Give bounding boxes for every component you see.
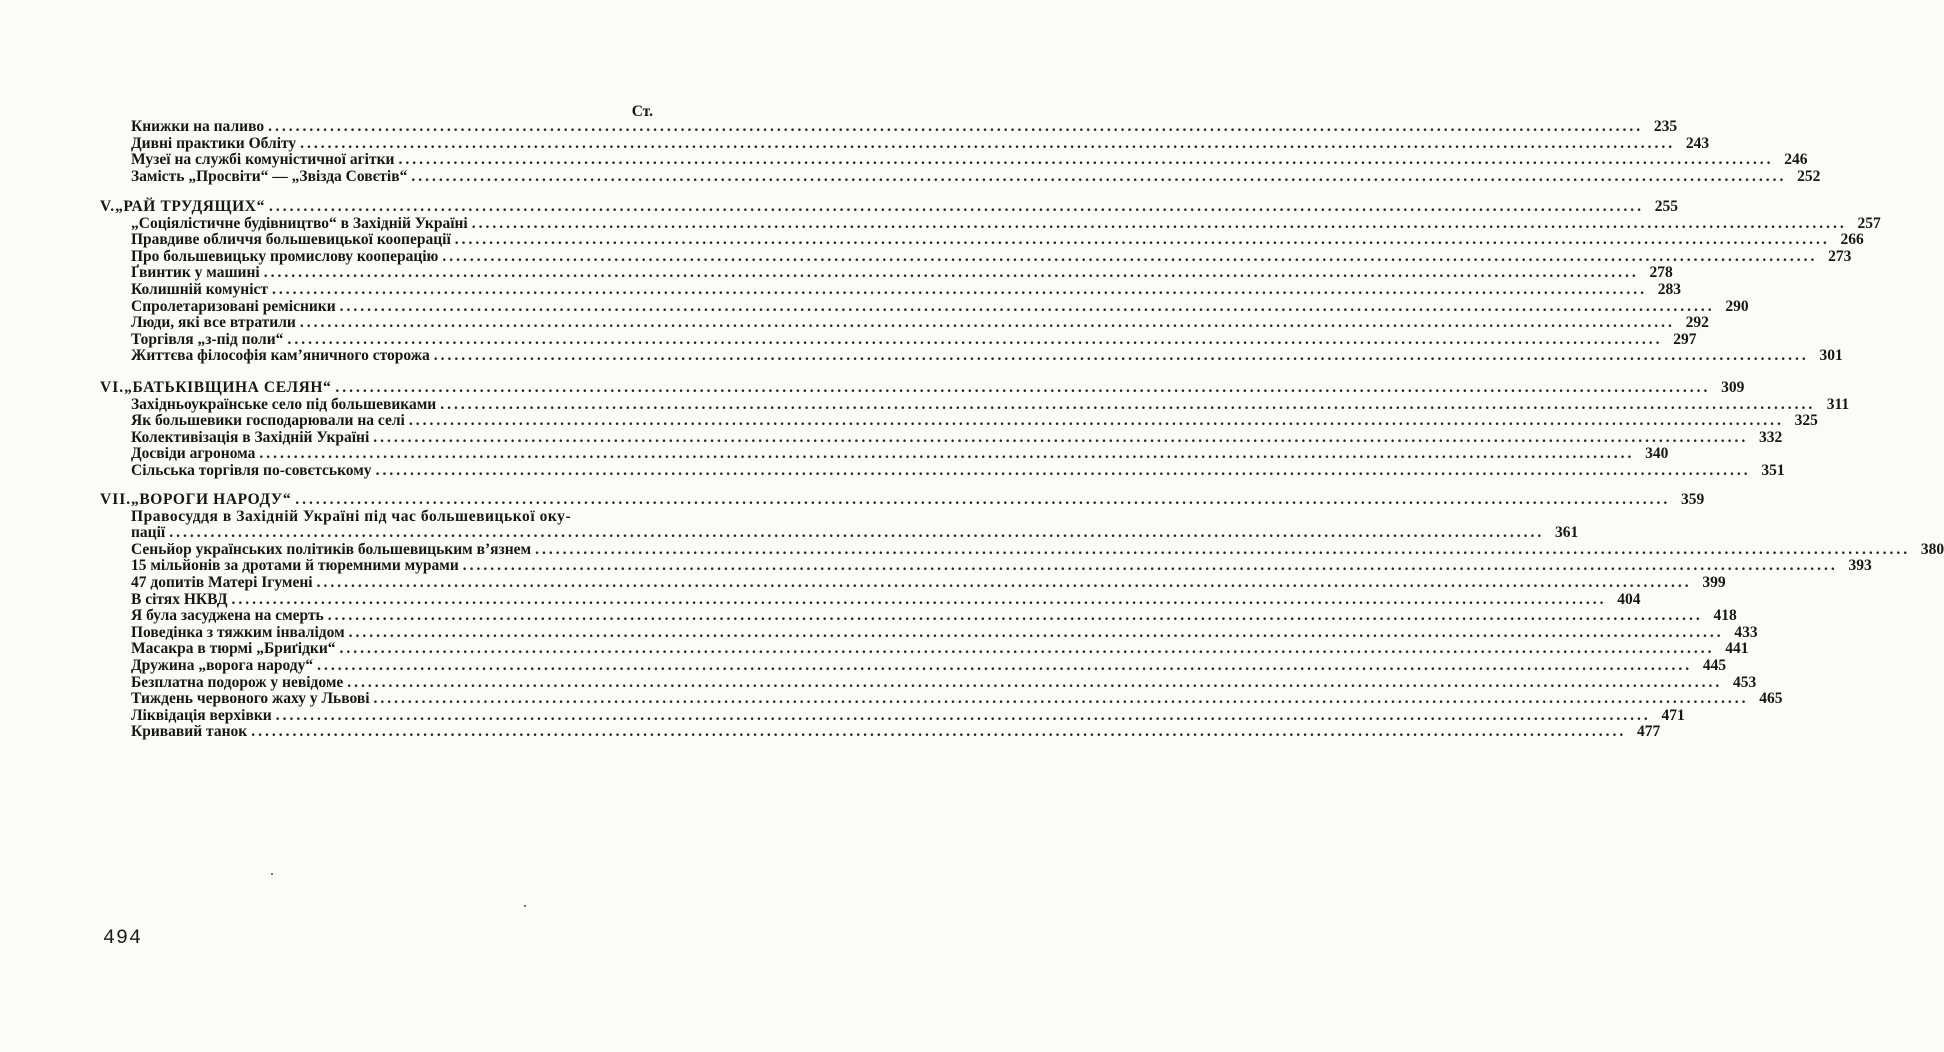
toc-entry: Я була засуджена на смерть ........................................................................................................................................................................................................ 418 <box>131 607 1737 625</box>
toc-entry: Про большевицьку промислову кооперацію ........................................................................................................................................................................................................ 273 <box>131 247 1852 265</box>
toc-entry: Музеї на службі комуністичної агітки ........................................................................................................................................................................................................ 246 <box>131 151 1808 169</box>
toc-entry: Сільська торгівля по-совєтському ........................................................................................................................................................................................................ 351 <box>131 461 1785 479</box>
toc-entry: пації ........................................................................................................................................................................................................ 361 <box>131 524 1579 542</box>
section-heading: VII. „ВОРОГИ НАРОДУ“ ........................................................................................................................................................................................................ 359 <box>100 491 1705 508</box>
page-number: 494 <box>103 927 143 950</box>
toc-entry: Поведінка з тяжким інвалідом ........................................................................................................................................................................................................ 433 <box>131 623 1758 641</box>
toc-entry: Західньоукраїнське село під большевиками ........................................................................................................................................................................................................ 311 <box>131 395 1850 413</box>
toc-entry: Дивні практики Обліту ........................................................................................................................................................................................................ 243 <box>131 134 1710 152</box>
toc-entry: Ґвинтик у машині ........................................................................................................................................................................................................ 278 <box>131 264 1673 282</box>
toc-entry: Як большевики господарювали на селі ........................................................................................................................................................................................................ 325 <box>131 412 1818 430</box>
toc-entry: Досвіди агронома ........................................................................................................................................................................................................ 340 <box>131 445 1669 463</box>
continuation-list <box>100 118 1821 185</box>
toc-entry: Спролетаризовані ремісники ........................................................................................................................................................................................................ 290 <box>131 297 1749 315</box>
toc-entry: Дружина „ворога народу“ ........................................................................................................................................................................................................ 445 <box>131 656 1727 674</box>
toc-entry: Безплатна подорож у невідоме ........................................................................................................................................................................................................ 453 <box>131 673 1757 691</box>
toc-entry: Торгівля „з-під поли“ ........................................................................................................................................................................................................ 297 <box>131 330 1697 348</box>
toc-entry: „Соціялістичне будівництво“ в Західній Україні ........................................................................................................................................................................................................ 257 <box>131 214 1881 232</box>
toc-entry: Тиждень червоного жаху у Львові ........................................................................................................................................................................................................ 465 <box>131 690 1783 708</box>
toc-entry: В сітях НКВД ........................................................................................................................................................................................................ 404 <box>131 590 1641 608</box>
toc-entry: Кривавий танок ........................................................................................................................................................................................................ 477 <box>131 723 1661 741</box>
section-vii <box>100 491 1944 741</box>
print-speck <box>524 905 526 907</box>
toc-entry: 15 мільйонів за дротами й тюремними мурами ........................................................................................................................................................................................................ 393 <box>131 557 1872 575</box>
toc-entry: Люди, які все втратили ........................................................................................................................................................................................................ 292 <box>131 314 1709 332</box>
section-vi <box>100 379 1850 480</box>
section-v <box>100 198 1881 365</box>
page-column-header: Ст. <box>631 103 653 120</box>
section-heading: V. „РАЙ ТРУДЯЩИХ“ ........................................................................................................................................................................................................ 255 <box>100 198 1678 215</box>
toc-entry: Книжки на паливо ........................................................................................................................................................................................................ 235 <box>131 118 1678 135</box>
toc-entry: 47 допитів Матері Ігумені ........................................................................................................................................................................................................ 399 <box>131 573 1726 591</box>
print-speck <box>271 873 273 875</box>
toc-entry: Ліквідація верхівки ........................................................................................................................................................................................................ 471 <box>131 706 1685 724</box>
toc-entry: Колишній комуніст ........................................................................................................................................................................................................ 283 <box>131 280 1681 298</box>
toc-entry: Життєва філософія кам’яничного сторожа ........................................................................................................................................................................................................ 301 <box>131 347 1843 365</box>
toc-entry: Масакра в тюрмі „Бриґідки“ ........................................................................................................................................................................................................ 441 <box>131 640 1749 658</box>
toc-entry: Колективізація в Західній Україні ........................................................................................................................................................................................................ 332 <box>131 428 1783 446</box>
toc-entry: Сеньйор українських політиків большевицьким в’язнем ........................................................................................................................................................................................................ 380 <box>131 540 1944 558</box>
toc-entry-wrapped-line: Правосуддя в Західній Україні під час большевицької оку- <box>131 507 572 525</box>
toc-entry: Правдиве обличчя большевицької кооперації ........................................................................................................................................................................................................ 266 <box>131 231 1864 249</box>
toc-entry: Замість „Просвіти“ — „Звізда Совєтів“ ........................................................................................................................................................................................................ 252 <box>131 167 1821 185</box>
section-heading: VI. „БАТЬКІВЩИНА СЕЛЯН“ ........................................................................................................................................................................................................ 309 <box>100 379 1745 396</box>
